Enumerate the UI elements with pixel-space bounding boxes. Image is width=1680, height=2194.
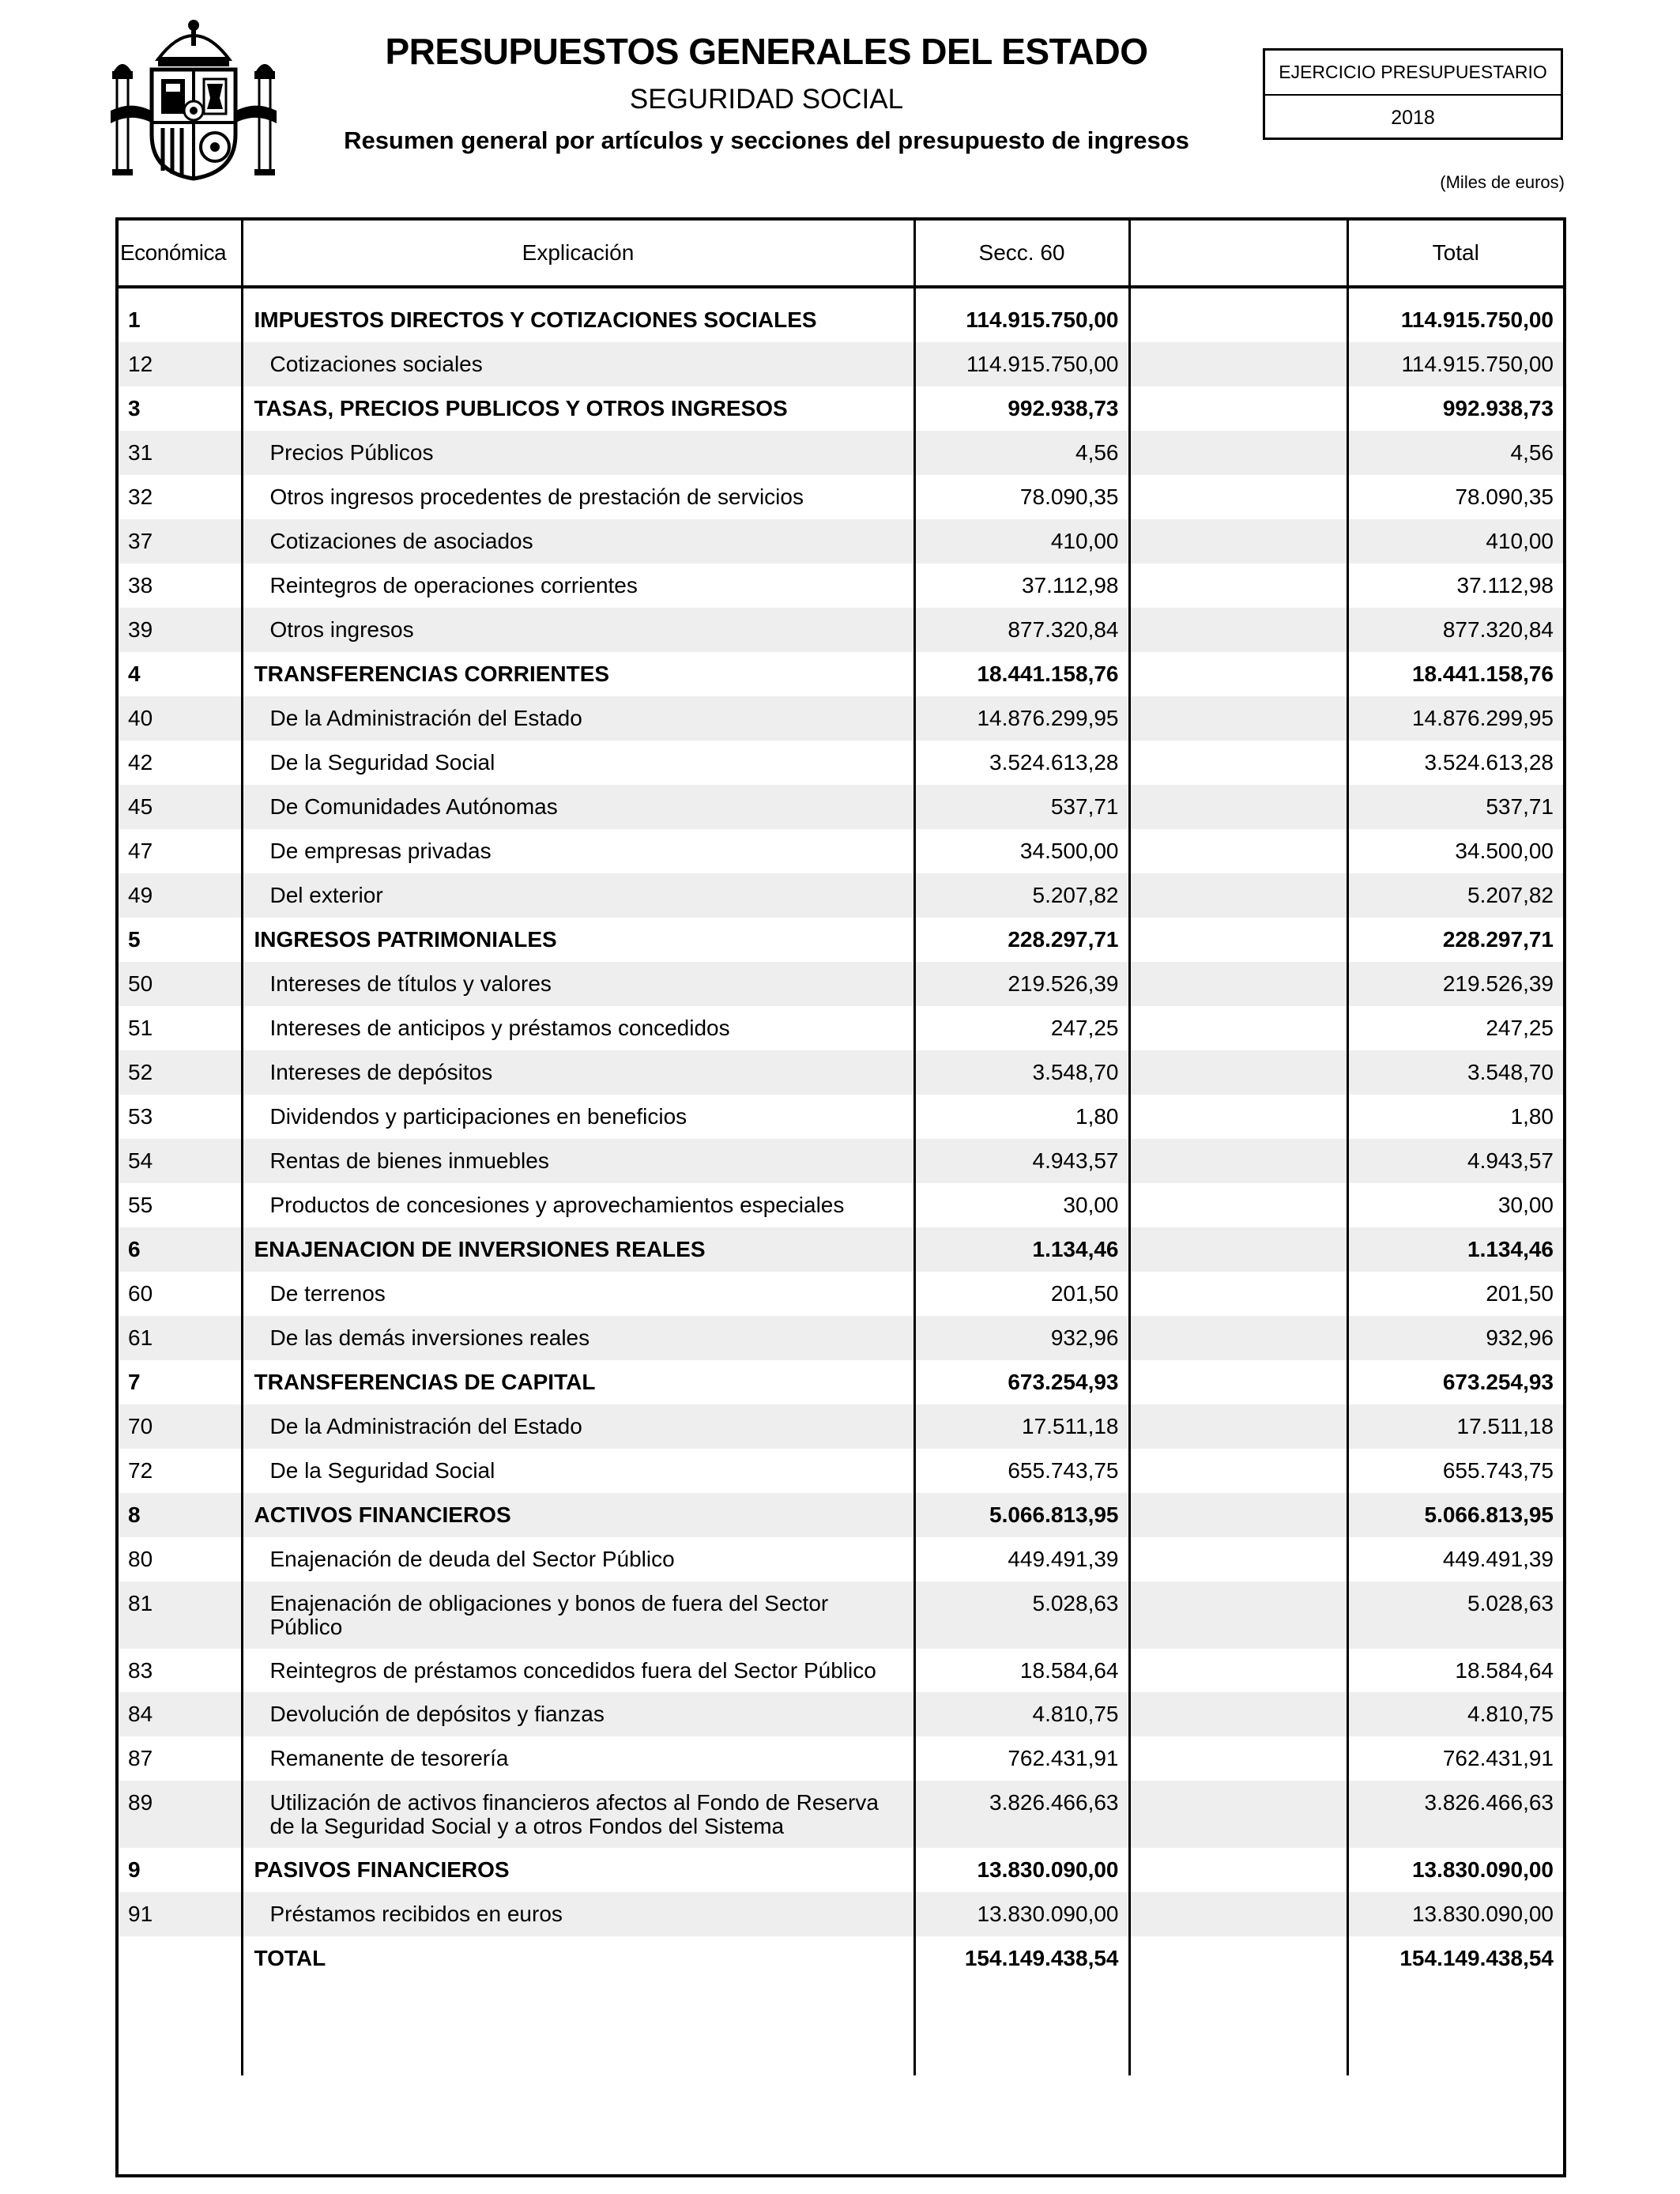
row-description: TRANSFERENCIAS DE CAPITAL [242,1360,914,1404]
row-description: Utilización de activos financieros afectos al Fondo de Reserva de la Seguridad Social y a otros Fondos del Sistema [242,1781,914,1848]
ejercicio-box [1263,48,1563,140]
row-description: Cotizaciones sociales [242,342,914,386]
row-secc60-value: 30,00 [914,1183,1129,1227]
row-secc60-value: 18.584,64 [914,1649,1129,1692]
row-description: De las demás inversiones reales [242,1316,914,1360]
table-row [119,1139,1563,1183]
table-row [119,1493,1563,1537]
row-description: Intereses de depósitos [242,1050,914,1095]
row-total-value: 114.915.750,00 [1347,298,1563,342]
table-row [119,1272,1563,1316]
row-total-value: 13.830.090,00 [1347,1848,1563,1892]
row-code: 31 [119,431,242,475]
row-blank-column [1129,475,1347,519]
table-row [119,519,1563,564]
row-secc60-value: 1,80 [914,1095,1129,1139]
table-row [119,1360,1563,1404]
row-blank-column [1129,785,1347,829]
row-description: TASAS, PRECIOS PUBLICOS Y OTROS INGRESOS [242,386,914,431]
row-secc60-value: 673.254,93 [914,1360,1129,1404]
row-code: 49 [119,873,242,918]
row-blank-column [1129,829,1347,873]
row-code: 60 [128,1281,153,1306]
row-code: 9 [128,1857,141,1882]
row-blank-column [1129,386,1347,431]
row-description: Del exterior [242,873,914,918]
row-description: De empresas privadas [242,829,914,873]
row-total-value: 1,80 [1347,1095,1563,1139]
row-blank-column [1129,519,1347,564]
row-secc60-value: 4.810,75 [914,1692,1129,1736]
row-description: ACTIVOS FINANCIEROS [242,1493,914,1537]
row-description: Préstamos recibidos en euros [242,1892,914,1936]
row-total-value: 449.491,39 [1347,1537,1563,1581]
row-total-value: 219.526,39 [1347,962,1563,1006]
row-description: Intereses de anticipos y préstamos concedidos [242,1006,914,1050]
row-code: 6 [119,1227,242,1272]
row-code: 38 [128,573,153,598]
row-blank-column [1129,1736,1347,1781]
row-description: Precios Públicos [242,431,914,475]
row-secc60-value: 410,00 [914,519,1129,564]
page-description: Resumen general por artículos y secciones del presupuesto de ingresos [344,126,1189,154]
row-description: Otros ingresos procedentes de prestación de servicios [242,475,914,519]
row-blank-column [1129,1936,1347,1981]
table-row [119,918,1563,962]
table-filler-cell [1129,1981,1347,2075]
table-row [119,829,1563,873]
row-code: 40 [119,696,242,741]
row-total-value: 114.915.750,00 [1347,342,1563,386]
table-row [119,608,1563,652]
row-total-value: 537,71 [1347,785,1563,829]
row-code: 39 [119,608,242,652]
row-secc60-value: 992.938,73 [914,386,1129,431]
table-row [119,1581,1563,1649]
row-blank-column [1129,741,1347,785]
row-blank-column [1129,1848,1347,1892]
row-description: TOTAL [242,1936,914,1981]
row-code: 32 [128,484,153,509]
table-total-row [119,1936,1563,1981]
row-description: Otros ingresos [242,608,914,652]
table-header-row [119,221,1563,287]
table-filler-cell [1347,1981,1563,2075]
row-total-value: 410,00 [1347,519,1563,564]
row-blank-column [1129,1095,1347,1139]
row-total-value: 18.441.158,76 [1347,652,1563,696]
row-total-value: 655.743,75 [1347,1449,1563,1493]
row-blank-column [1129,1316,1347,1360]
row-description: Enajenación de deuda del Sector Público [242,1537,914,1581]
column-header-explicacion: Explicación [242,221,914,287]
row-secc60-value: 13.830.090,00 [914,1892,1129,1936]
row-secc60-value: 154.149.438,54 [914,1936,1129,1981]
row-code: 50 [119,962,242,1006]
row-total-value: 14.876.299,95 [1347,696,1563,741]
row-description: Remanente de tesorería [242,1736,914,1781]
row-description: De terrenos [242,1272,914,1316]
row-secc60-value: 114.915.750,00 [914,342,1129,386]
row-secc60-value: 13.830.090,00 [914,1848,1129,1892]
budget-table-frame [115,217,1566,2177]
row-secc60-value: 762.431,91 [914,1736,1129,1781]
row-blank-column [1129,1139,1347,1183]
table-filler-cell [119,1981,242,2075]
row-blank-column [1129,1493,1347,1537]
row-secc60-value: 17.511,18 [914,1404,1129,1449]
table-row [119,1183,1563,1227]
row-description: IMPUESTOS DIRECTOS Y COTIZACIONES SOCIALES [242,298,914,342]
row-code: 52 [119,1050,242,1095]
row-blank-column [1129,873,1347,918]
row-code: 53 [128,1104,153,1129]
table-row [119,1050,1563,1095]
row-secc60-value: 201,50 [914,1272,1129,1316]
row-secc60-value: 1.134,46 [914,1227,1129,1272]
row-total-value: 3.548,70 [1347,1050,1563,1095]
table-row [119,1449,1563,1493]
row-description: De la Seguridad Social [242,1449,914,1493]
table-row [119,1781,1563,1848]
row-total-value: 3.826.466,63 [1347,1781,1563,1848]
table-spacer [119,287,1563,298]
row-description: INGRESOS PATRIMONIALES [242,918,914,962]
row-secc60-value: 932,96 [914,1316,1129,1360]
table-row [119,1006,1563,1050]
row-total-value: 78.090,35 [1347,475,1563,519]
table-row [119,298,1563,342]
row-blank-column [1129,652,1347,696]
budget-table [119,221,1563,2075]
row-description: ENAJENACION DE INVERSIONES REALES [242,1227,914,1272]
row-description: De Comunidades Autónomas [242,785,914,829]
row-code: 87 [128,1746,153,1770]
table-row [119,652,1563,696]
table-row [119,431,1563,475]
row-secc60-value: 219.526,39 [914,962,1129,1006]
row-description: Cotizaciones de asociados [242,519,914,564]
row-total-value: 30,00 [1347,1183,1563,1227]
row-blank-column [1129,1006,1347,1050]
row-total-value: 5.066.813,95 [1347,1493,1563,1537]
table-row [119,342,1563,386]
row-blank-column [1129,1692,1347,1736]
row-secc60-value: 877.320,84 [914,608,1129,652]
table-row [119,873,1563,918]
row-blank-column [1129,1649,1347,1692]
ejercicio-label: EJERCICIO PRESUPUESTARIO [1265,51,1561,96]
row-secc60-value: 5.028,63 [914,1581,1129,1649]
row-code: 54 [119,1139,242,1183]
row-code: 51 [128,1016,153,1040]
row-total-value: 201,50 [1347,1272,1563,1316]
table-filler-cell [242,1981,914,2075]
row-code: 70 [119,1404,242,1449]
table-row [119,1736,1563,1781]
row-total-value: 877.320,84 [1347,608,1563,652]
row-secc60-value: 34.500,00 [914,829,1129,873]
row-total-value: 247,25 [1347,1006,1563,1050]
row-secc60-value: 37.112,98 [914,564,1129,608]
row-description: Enajenación de obligaciones y bonos de fuera del Sector Público [242,1581,914,1649]
page-title: PRESUPUESTOS GENERALES DEL ESTADO [385,31,1148,72]
row-description: De la Administración del Estado [242,1404,914,1449]
row-total-value: 228.297,71 [1347,918,1563,962]
row-blank-column [1129,696,1347,741]
ejercicio-year: 2018 [1391,107,1435,129]
row-total-value: 34.500,00 [1347,829,1563,873]
row-description: Productos de concesiones y aprovechamientos especiales [242,1183,914,1227]
row-description: TRANSFERENCIAS CORRIENTES [242,652,914,696]
column-header-economica: Económica [119,221,242,287]
row-total-value: 3.524.613,28 [1347,741,1563,785]
row-code: 37 [119,519,242,564]
row-blank-column [1129,1272,1347,1316]
row-total-value: 5.207,82 [1347,873,1563,918]
row-code: 72 [128,1458,153,1483]
row-blank-column [1129,1449,1347,1493]
table-row [119,1227,1563,1272]
row-secc60-value: 78.090,35 [914,475,1129,519]
row-blank-column [1129,342,1347,386]
row-code: 84 [119,1692,242,1736]
row-blank-column [1129,564,1347,608]
row-secc60-value: 4.943,57 [914,1139,1129,1183]
row-description: De la Seguridad Social [242,741,914,785]
row-code: 5 [128,927,141,952]
units-note: (Miles de euros) [1440,172,1565,192]
row-total-value: 4,56 [1347,431,1563,475]
row-description: Reintegros de operaciones corrientes [242,564,914,608]
table-row [119,1404,1563,1449]
row-total-value: 673.254,93 [1347,1360,1563,1404]
row-code: 55 [128,1193,153,1217]
row-blank-column [1129,1183,1347,1227]
row-total-value: 4.943,57 [1347,1139,1563,1183]
row-description: Intereses de títulos y valores [242,962,914,1006]
row-code: 80 [128,1547,153,1571]
row-total-value: 5.028,63 [1347,1581,1563,1649]
row-blank-column [1129,1581,1347,1649]
table-row [119,1848,1563,1892]
row-secc60-value: 5.207,82 [914,873,1129,918]
row-secc60-value: 247,25 [914,1006,1129,1050]
table-row [119,564,1563,608]
row-code: 61 [119,1316,242,1360]
table-row [119,1537,1563,1581]
row-code: 3 [128,396,141,420]
row-blank-column [1129,918,1347,962]
table-row [119,1649,1563,1692]
row-blank-column [1129,1360,1347,1404]
row-code: 8 [119,1493,242,1537]
row-total-value: 932,96 [1347,1316,1563,1360]
row-blank-column [1129,1050,1347,1095]
row-code: 47 [128,839,153,863]
row-description: PASIVOS FINANCIEROS [242,1848,914,1892]
row-blank-column [1129,608,1347,652]
row-description: Reintegros de préstamos concedidos fuera del Sector Público [242,1649,914,1692]
row-description: Dividendos y participaciones en beneficios [242,1095,914,1139]
row-total-value: 4.810,75 [1347,1692,1563,1736]
row-code [119,1936,242,1981]
column-header-secc60: Secc. 60 [914,221,1129,287]
row-total-value: 154.149.438,54 [1347,1936,1563,1981]
row-code: 89 [119,1781,242,1848]
row-total-value: 18.584,64 [1347,1649,1563,1692]
row-total-value: 13.830.090,00 [1347,1892,1563,1936]
row-code: 91 [119,1892,242,1936]
row-code: 81 [119,1581,242,1649]
row-code: 12 [119,342,242,386]
row-secc60-value: 4,56 [914,431,1129,475]
row-total-value: 992.938,73 [1347,386,1563,431]
row-code: 1 [128,307,141,332]
row-secc60-value: 14.876.299,95 [914,696,1129,741]
row-secc60-value: 537,71 [914,785,1129,829]
table-row [119,741,1563,785]
row-secc60-value: 5.066.813,95 [914,1493,1129,1537]
row-code: 45 [119,785,242,829]
row-total-value: 1.134,46 [1347,1227,1563,1272]
table-filler-cell [914,1981,1129,2075]
row-code: 4 [128,662,141,686]
row-blank-column [1129,1537,1347,1581]
row-secc60-value: 3.524.613,28 [914,741,1129,785]
row-description: Devolución de depósitos y fianzas [242,1692,914,1736]
row-blank-column [1129,1227,1347,1272]
row-code: 83 [128,1658,153,1683]
row-secc60-value: 655.743,75 [914,1449,1129,1493]
row-secc60-value: 449.491,39 [914,1537,1129,1581]
row-blank-column [1129,962,1347,1006]
row-total-value: 17.511,18 [1347,1404,1563,1449]
row-secc60-value: 228.297,71 [914,918,1129,962]
row-total-value: 37.112,98 [1347,564,1563,608]
row-secc60-value: 3.826.466,63 [914,1781,1129,1848]
row-code: 42 [128,750,153,775]
row-description: De la Administración del Estado [242,696,914,741]
table-filler-row [119,1981,1563,2075]
row-secc60-value: 18.441.158,76 [914,652,1129,696]
table-row [119,962,1563,1006]
coat-of-arms-icon [111,16,277,182]
table-row [119,696,1563,741]
table-row [119,475,1563,519]
table-row [119,785,1563,829]
row-blank-column [1129,431,1347,475]
table-row [119,1692,1563,1736]
table-row [119,1892,1563,1936]
row-code: 7 [128,1370,141,1394]
row-blank-column [1129,298,1347,342]
row-description: Rentas de bienes inmuebles [242,1139,914,1183]
table-body [119,287,1563,2075]
row-total-value: 762.431,91 [1347,1736,1563,1781]
column-header-blank [1129,221,1347,287]
row-secc60-value: 114.915.750,00 [914,298,1129,342]
column-header-total: Total [1347,221,1563,287]
row-blank-column [1129,1781,1347,1848]
page-subtitle: SEGURIDAD SOCIAL [629,84,904,115]
table-row [119,1095,1563,1139]
row-blank-column [1129,1892,1347,1936]
row-secc60-value: 3.548,70 [914,1050,1129,1095]
table-row [119,1316,1563,1360]
table-row [119,386,1563,431]
row-blank-column [1129,1404,1347,1449]
